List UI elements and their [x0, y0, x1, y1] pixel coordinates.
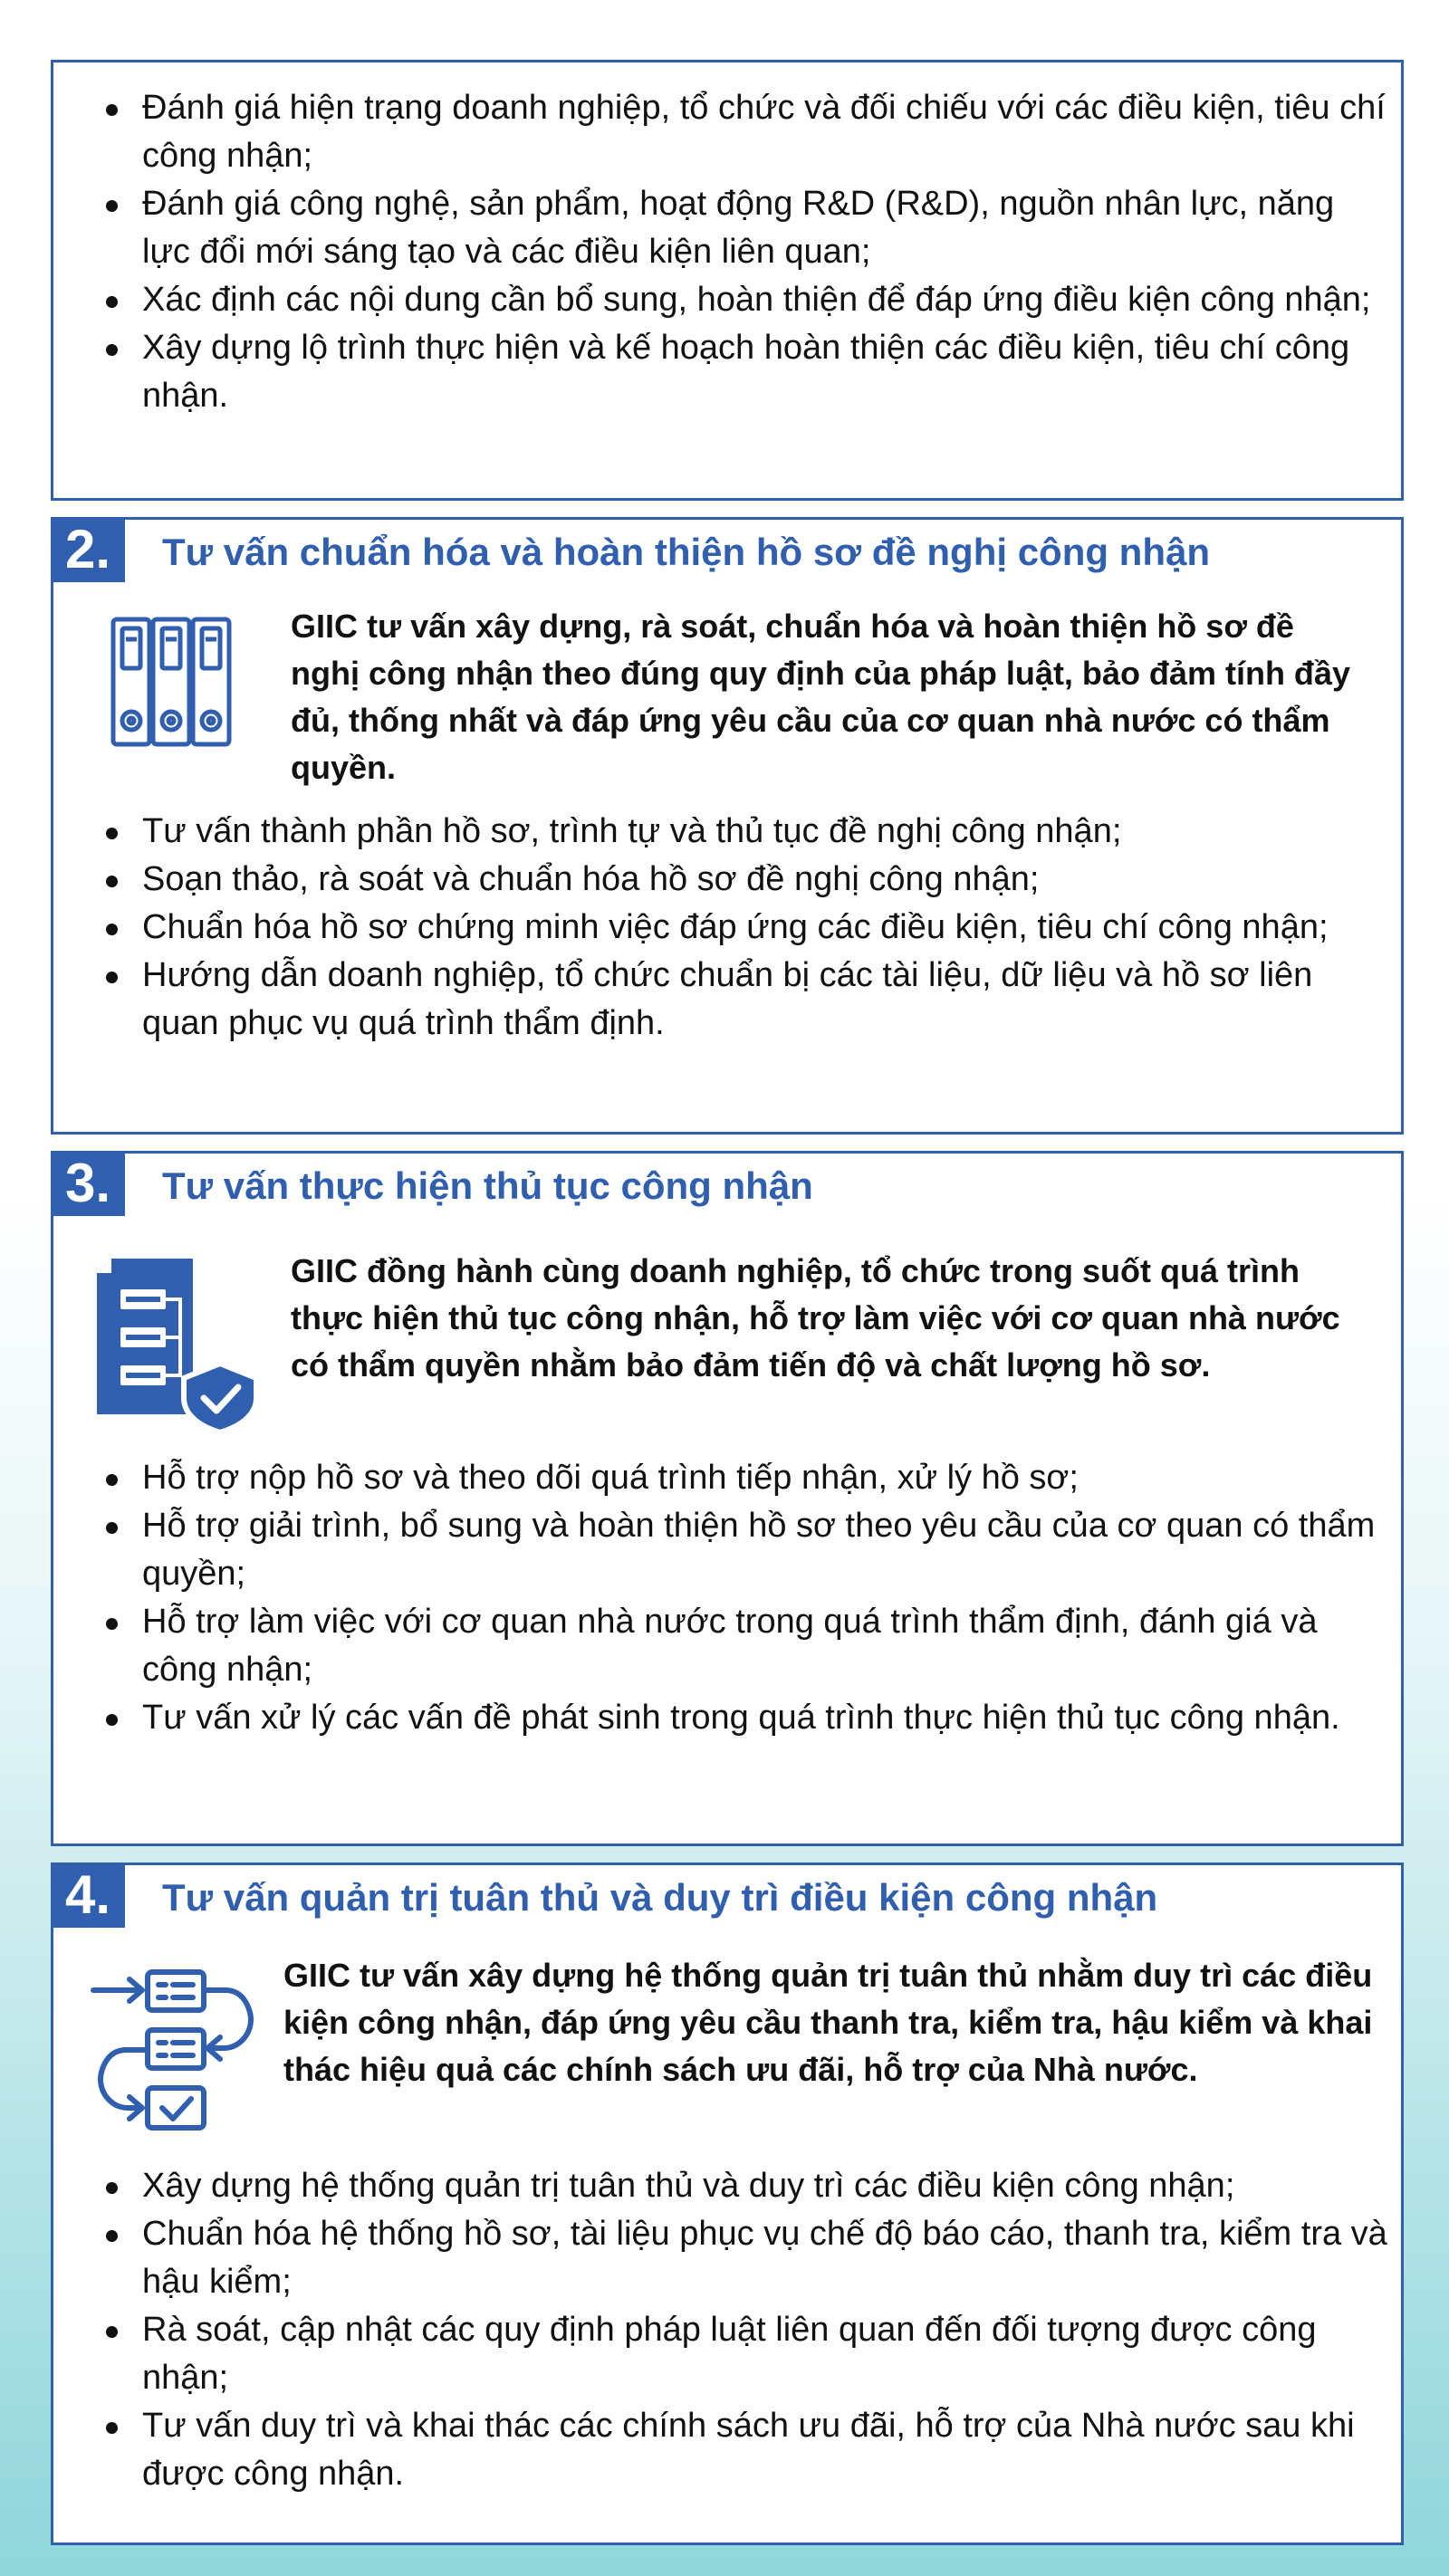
section-intro: GIIC tư vấn xây dựng, rà soát, chuẩn hóa và hoàn thiện hồ sơ đề nghị công nhận theo đúng quy định của pháp luật, bảo đảm tính đầy đủ, thống nhất và đáp ứng yêu cầu của cơ quan nhà nước có thẩm quyền. — [291, 608, 1350, 786]
list-item: Tư vấn duy trì và khai thác các chính sách ưu đãi, hỗ trợ của Nhà nước sau khi được công nhận. — [95, 2402, 1405, 2498]
list-item: Rà soát, cập nhật các quy định pháp luật liên quan đến đối tượng được công nhận; — [95, 2306, 1405, 2402]
section-2-card — [51, 517, 1404, 1135]
list-item: Đánh giá hiện trạng doanh nghiệp, tổ chức và đối chiếu với các điều kiện, tiêu chí công nhận; — [95, 84, 1390, 180]
bullet-list — [95, 1454, 1381, 1742]
document-shield-icon — [93, 1255, 265, 1437]
section-4-card — [51, 1863, 1404, 2545]
section-number-badge: 2. — [51, 517, 125, 582]
binders-icon — [110, 616, 235, 752]
list-item: Xây dựng hệ thống quản trị tuân thủ và duy trì các điều kiện công nhận; — [95, 2162, 1405, 2210]
list-item: Hỗ trợ giải trình, bổ sung và hoàn thiện hồ sơ theo yêu cầu của cơ quan có thẩm quyền; — [95, 1502, 1381, 1598]
section-intro: GIIC đồng hành cùng doanh nghiệp, tổ chức trong suốt quá trình thực hiện thủ tục công nhận, hỗ trợ làm việc với cơ quan nhà nước có thẩm quyền nhằm bảo đảm tiến độ và chất lượng hồ sơ. — [291, 1252, 1340, 1384]
bullet-list — [95, 84, 1390, 420]
bullet-list — [95, 808, 1381, 1048]
list-item: Chuẩn hóa hồ sơ chứng minh việc đáp ứng các điều kiện, tiêu chí công nhận; — [95, 904, 1381, 952]
list-item: Hướng dẫn doanh nghiệp, tổ chức chuẩn bị các tài liệu, dữ liệu và hồ sơ liên quan phục vụ quá trình thẩm định. — [95, 952, 1381, 1048]
section-title: Tư vấn chuẩn hóa và hoàn thiện hồ sơ đề nghị công nhận — [162, 531, 1211, 573]
list-item: Xác định các nội dung cần bổ sung, hoàn thiện để đáp ứng điều kiện công nhận; — [95, 276, 1390, 324]
section-1-card — [51, 60, 1404, 501]
list-item: Hỗ trợ nộp hồ sơ và theo dõi quá trình tiếp nhận, xử lý hồ sơ; — [95, 1454, 1381, 1502]
list-item: Chuẩn hóa hệ thống hồ sơ, tài liệu phục vụ chế độ báo cáo, thanh tra, kiểm tra và hậu kiểm; — [95, 2210, 1405, 2306]
bullet-list — [95, 2162, 1405, 2498]
section-number-badge: 3. — [51, 1151, 125, 1216]
list-item: Soạn thảo, rà soát và chuẩn hóa hồ sơ đề nghị công nhận; — [95, 856, 1381, 904]
list-item: Tư vấn thành phần hồ sơ, trình tự và thủ tục đề nghị công nhận; — [95, 808, 1381, 856]
section-title: Tư vấn thực hiện thủ tục công nhận — [162, 1164, 813, 1207]
section-number-badge: 4. — [51, 1863, 125, 1928]
list-item: Hỗ trợ làm việc với cơ quan nhà nước trong quá trình thẩm định, đánh giá và công nhận; — [95, 1598, 1381, 1694]
list-item: Xây dựng lộ trình thực hiện và kế hoạch hoàn thiện các điều kiện, tiêu chí công nhận. — [95, 324, 1390, 420]
section-title: Tư vấn quản trị tuân thủ và duy trì điều kiện công nhận — [162, 1876, 1158, 1919]
section-intro: GIIC tư vấn xây dựng hệ thống quản trị tuân thủ nhằm duy trì các điều kiện công nhận, đáp ứng yêu cầu thanh tra, kiểm tra, hậu kiểm và khai thác hiệu quả các chính sách ưu đãi, hỗ trợ của Nhà nước. — [283, 1957, 1373, 2088]
list-item: Tư vấn xử lý các vấn đề phát sinh trong quá trình thực hiện thủ tục công nhận. — [95, 1694, 1381, 1742]
list-item: Đánh giá công nghệ, sản phẩm, hoạt động R&D (R&D), nguồn nhân lực, năng lực đổi mới sáng tạo và các điều kiện liên quan; — [95, 180, 1390, 276]
section-3-card — [51, 1151, 1404, 1846]
workflow-checklist-icon — [90, 1967, 271, 2143]
